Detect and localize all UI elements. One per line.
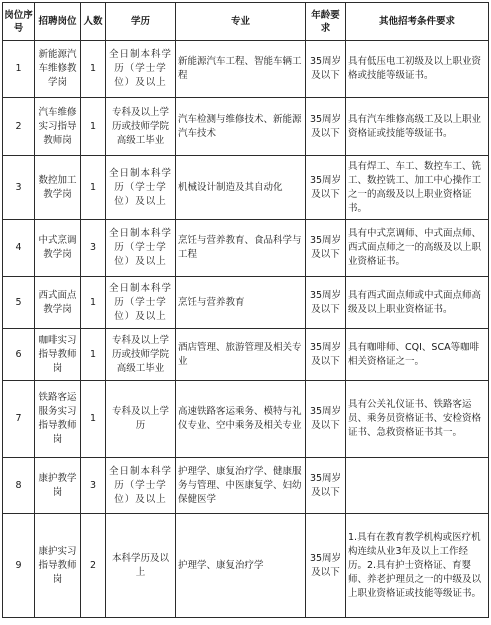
cell-other: 具有汽车维修高级工及以上职业资格证或技能等级证书。 — [346, 98, 489, 156]
cell-post: 康护实习指导教师岗 — [35, 514, 81, 618]
cell-age: 35周岁及以下 — [306, 277, 346, 329]
table-row — [3, 220, 489, 277]
header-age: 年龄要求 — [306, 3, 346, 41]
header-other: 其他招考条件要求 — [346, 3, 489, 41]
cell-other: 具有公关礼仪证书、铁路客运员、乘务员资格证书、安检资格证书、急救资格证书其一。 — [346, 381, 489, 458]
header-major: 专业 — [176, 3, 306, 41]
cell-other: 具有低压电工初级及以上职业资格或技能等级证书。 — [346, 41, 489, 98]
cell-other: 具有西式面点师或中式面点师高级及以上职业资格证书。 — [346, 277, 489, 329]
header-post: 招聘岗位 — [35, 3, 81, 41]
cell-other: 具有咖啡师、CQI、SCA等咖啡相关资格证之一。 — [346, 329, 489, 381]
table-row — [3, 381, 489, 458]
cell-education: 全日制本科学历（学士学位）及以上 — [106, 458, 176, 514]
cell-post: 中式烹调教学岗 — [35, 220, 81, 277]
cell-major: 护理学、康复治疗学 — [176, 514, 306, 618]
cell-major: 新能源汽车工程、智能车辆工程 — [176, 41, 306, 98]
cell-post: 铁路客运服务实习指导教师岗 — [35, 381, 81, 458]
cell-age: 35周岁及以下 — [306, 41, 346, 98]
table-row — [3, 156, 489, 220]
cell-education: 全日制本科学历（学士学位）及以上 — [106, 220, 176, 277]
cell-count: 3 — [81, 220, 106, 277]
cell-education: 专科及以上学历或技师学院高级工毕业 — [106, 98, 176, 156]
cell-post: 咖啡实习指导教师岗 — [35, 329, 81, 381]
cell-count: 1 — [81, 277, 106, 329]
cell-major: 烹饪与营养教育、食品科学与工程 — [176, 220, 306, 277]
recruitment-table-wrapper — [2, 2, 489, 618]
cell-other: 1.具有在教育教学机构或医疗机构连续从业3年及以上工作经历。2.具有护士资格证、育婴师、养老护理员之一的中级及以上职业资格证或技能等级证书。 — [346, 514, 489, 618]
cell-post: 西式面点教学岗 — [35, 277, 81, 329]
cell-count: 3 — [81, 458, 106, 514]
cell-education: 本科学历及以上 — [106, 514, 176, 618]
table-row — [3, 458, 489, 514]
cell-education: 全日制本科学历（学士学位）及以上 — [106, 41, 176, 98]
cell-education: 全日制本科学历（学士学位）及以上 — [106, 156, 176, 220]
cell-major: 烹饪与营养教育 — [176, 277, 306, 329]
cell-age: 35周岁及以下 — [306, 98, 346, 156]
cell-seq: 2 — [3, 98, 35, 156]
cell-post: 新能源汽车维修教学岗 — [35, 41, 81, 98]
cell-major: 汽车检测与维修技术、新能源汽车技术 — [176, 98, 306, 156]
cell-major: 护理学、康复治疗学、健康服务与管理、中医康复学、妇幼保健医学 — [176, 458, 306, 514]
cell-major: 酒店管理、旅游管理及相关专业 — [176, 329, 306, 381]
cell-education: 全日制本科学历（学士学位）及以上 — [106, 277, 176, 329]
header-education: 学历 — [106, 3, 176, 41]
cell-seq: 9 — [3, 514, 35, 618]
cell-education: 专科及以上学历 — [106, 381, 176, 458]
cell-seq: 1 — [3, 41, 35, 98]
table-row — [3, 98, 489, 156]
cell-major: 机械设计制造及其自动化 — [176, 156, 306, 220]
cell-age: 35周岁及以下 — [306, 458, 346, 514]
header-seq: 岗位序号 — [3, 3, 35, 41]
table-row — [3, 514, 489, 618]
table-row — [3, 277, 489, 329]
cell-major: 高速铁路客运乘务、模特与礼仪专业、空中乘务及相关专业 — [176, 381, 306, 458]
table-row — [3, 329, 489, 381]
cell-other — [346, 458, 489, 514]
cell-education: 专科及以上学历或技师学院高级工毕业 — [106, 329, 176, 381]
header-count: 人数 — [81, 3, 106, 41]
cell-age: 35周岁及以下 — [306, 381, 346, 458]
cell-post: 汽车维修实习指导教师岗 — [35, 98, 81, 156]
cell-seq: 4 — [3, 220, 35, 277]
cell-age: 35周岁及以下 — [306, 156, 346, 220]
cell-seq: 8 — [3, 458, 35, 514]
cell-count: 1 — [81, 156, 106, 220]
recruitment-table — [2, 2, 489, 618]
cell-seq: 3 — [3, 156, 35, 220]
cell-post: 数控加工教学岗 — [35, 156, 81, 220]
cell-other: 具有中式烹调师、中式面点师、西式面点师之一的高级及以上职业资格证书。 — [346, 220, 489, 277]
cell-count: 1 — [81, 381, 106, 458]
cell-age: 35周岁及以下 — [306, 220, 346, 277]
cell-age: 35周岁及以下 — [306, 514, 346, 618]
cell-seq: 7 — [3, 381, 35, 458]
cell-seq: 6 — [3, 329, 35, 381]
cell-count: 1 — [81, 98, 106, 156]
cell-count: 1 — [81, 41, 106, 98]
cell-post: 康护教学岗 — [35, 458, 81, 514]
cell-seq: 5 — [3, 277, 35, 329]
cell-count: 1 — [81, 329, 106, 381]
header-row — [3, 3, 489, 41]
table-row — [3, 41, 489, 98]
cell-age: 35周岁及以下 — [306, 329, 346, 381]
cell-other: 具有焊工、车工、数控车工、铣工、数控铣工、加工中心操作工之一的高级及以上职业资格证书。 — [346, 156, 489, 220]
cell-count: 2 — [81, 514, 106, 618]
